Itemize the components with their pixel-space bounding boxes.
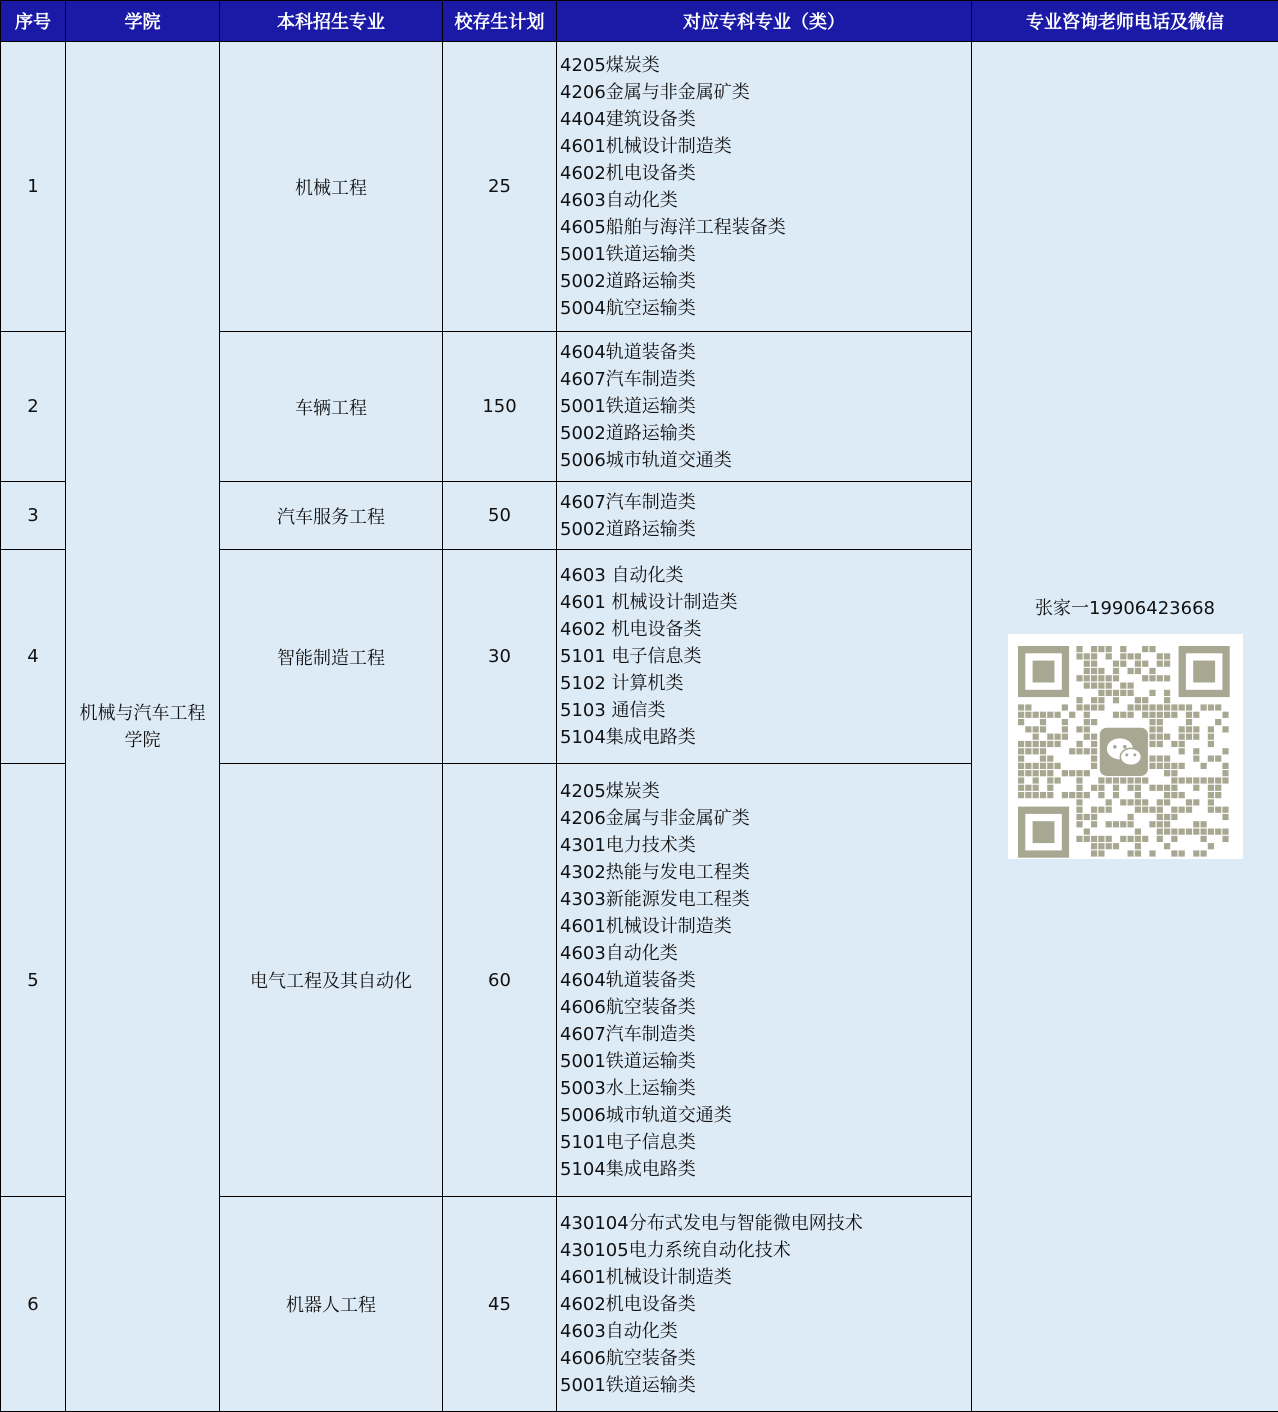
related-major-item: 4602机电设备类 xyxy=(560,160,971,187)
row-number: 2 xyxy=(1,332,66,482)
plan-count: 50 xyxy=(443,482,557,550)
related-major-item: 5006城市轨道交通类 xyxy=(560,447,971,474)
related-majors-cell xyxy=(557,332,972,482)
related-major-item: 5006城市轨道交通类 xyxy=(560,1102,971,1129)
plan-count: 30 xyxy=(443,550,557,764)
related-major-item: 4301电力技术类 xyxy=(560,832,971,859)
related-major-item: 5104集成电路类 xyxy=(560,724,971,751)
table-row xyxy=(1,42,1278,332)
row-number: 3 xyxy=(1,482,66,550)
wechat-qr-code xyxy=(1008,634,1243,859)
major-name: 机械工程 xyxy=(220,42,443,332)
related-major-item: 4302热能与发电工程类 xyxy=(560,859,971,886)
related-major-item: 5001铁道运输类 xyxy=(560,1048,971,1075)
related-major-item: 4206金属与非金属矿类 xyxy=(560,79,971,106)
related-major-item: 5001铁道运输类 xyxy=(560,393,971,420)
college-name: 机械与汽车工程学院 xyxy=(66,700,219,754)
related-major-item: 4603 自动化类 xyxy=(560,562,971,589)
related-major-item: 4604轨道装备类 xyxy=(560,339,971,366)
related-major-item: 4606航空装备类 xyxy=(560,994,971,1021)
related-major-item: 430104分布式发电与智能微电网技术 xyxy=(560,1210,971,1237)
related-majors-cell xyxy=(557,1197,972,1412)
header-row xyxy=(1,1,1278,42)
related-majors-cell xyxy=(557,482,972,550)
related-major-item: 4607汽车制造类 xyxy=(560,1021,971,1048)
related-major-item: 4602机电设备类 xyxy=(560,1291,971,1318)
related-major-item: 5102 计算机类 xyxy=(560,670,971,697)
related-major-item: 5003水上运输类 xyxy=(560,1075,971,1102)
related-major-item: 5002道路运输类 xyxy=(560,268,971,295)
related-major-item: 5002道路运输类 xyxy=(560,516,971,543)
related-majors-cell xyxy=(557,764,972,1197)
row-number: 6 xyxy=(1,1197,66,1412)
major-name: 机器人工程 xyxy=(220,1197,443,1412)
related-major-item: 4601 机械设计制造类 xyxy=(560,589,971,616)
header-related-majors: 对应专科专业（类） xyxy=(557,1,972,42)
header-college: 学院 xyxy=(66,1,220,42)
related-major-item: 4303新能源发电工程类 xyxy=(560,886,971,913)
related-major-item: 4603自动化类 xyxy=(560,940,971,967)
plan-count: 150 xyxy=(443,332,557,482)
related-major-item: 4604轨道装备类 xyxy=(560,967,971,994)
header-plan: 校存生计划 xyxy=(443,1,557,42)
related-major-item: 4607汽车制造类 xyxy=(560,489,971,516)
related-major-item: 4601机械设计制造类 xyxy=(560,1264,971,1291)
contact-text: 张家一19906423668 xyxy=(972,594,1278,620)
college-cell xyxy=(66,42,220,1412)
related-major-item: 5101 电子信息类 xyxy=(560,643,971,670)
related-major-item: 4607汽车制造类 xyxy=(560,366,971,393)
related-major-item: 4206金属与非金属矿类 xyxy=(560,805,971,832)
plan-count: 45 xyxy=(443,1197,557,1412)
plan-count: 60 xyxy=(443,764,557,1197)
related-major-item: 5004航空运输类 xyxy=(560,295,971,322)
related-major-item: 4603自动化类 xyxy=(560,1318,971,1345)
major-name: 汽车服务工程 xyxy=(220,482,443,550)
related-major-item: 4601机械设计制造类 xyxy=(560,913,971,940)
table-body xyxy=(1,42,1278,1412)
related-major-item: 4601机械设计制造类 xyxy=(560,133,971,160)
row-number: 4 xyxy=(1,550,66,764)
major-name: 智能制造工程 xyxy=(220,550,443,764)
major-name: 电气工程及其自动化 xyxy=(220,764,443,1197)
related-major-item: 5104集成电路类 xyxy=(560,1156,971,1183)
header-major: 本科招生专业 xyxy=(220,1,443,42)
row-number: 1 xyxy=(1,42,66,332)
row-number: 5 xyxy=(1,764,66,1197)
related-major-item: 5101电子信息类 xyxy=(560,1129,971,1156)
related-major-item: 4606航空装备类 xyxy=(560,1345,971,1372)
related-major-item: 4603自动化类 xyxy=(560,187,971,214)
related-major-item: 4605船舶与海洋工程装备类 xyxy=(560,214,971,241)
related-major-item: 4602 机电设备类 xyxy=(560,616,971,643)
related-majors-cell xyxy=(557,550,972,764)
plan-count: 25 xyxy=(443,42,557,332)
related-major-item: 430105电力系统自动化技术 xyxy=(560,1237,971,1264)
related-major-item: 4205煤炭类 xyxy=(560,52,971,79)
header-contact: 专业咨询老师电话及微信 xyxy=(972,1,1278,42)
major-name: 车辆工程 xyxy=(220,332,443,482)
related-major-item: 5002道路运输类 xyxy=(560,420,971,447)
header-no: 序号 xyxy=(1,1,66,42)
related-major-item: 4205煤炭类 xyxy=(560,778,971,805)
related-major-item: 5001铁道运输类 xyxy=(560,241,971,268)
related-major-item: 5001铁道运输类 xyxy=(560,1372,971,1399)
related-major-item: 4404建筑设备类 xyxy=(560,106,971,133)
related-major-item: 5103 通信类 xyxy=(560,697,971,724)
contact-cell xyxy=(972,42,1278,1412)
related-majors-cell xyxy=(557,42,972,332)
